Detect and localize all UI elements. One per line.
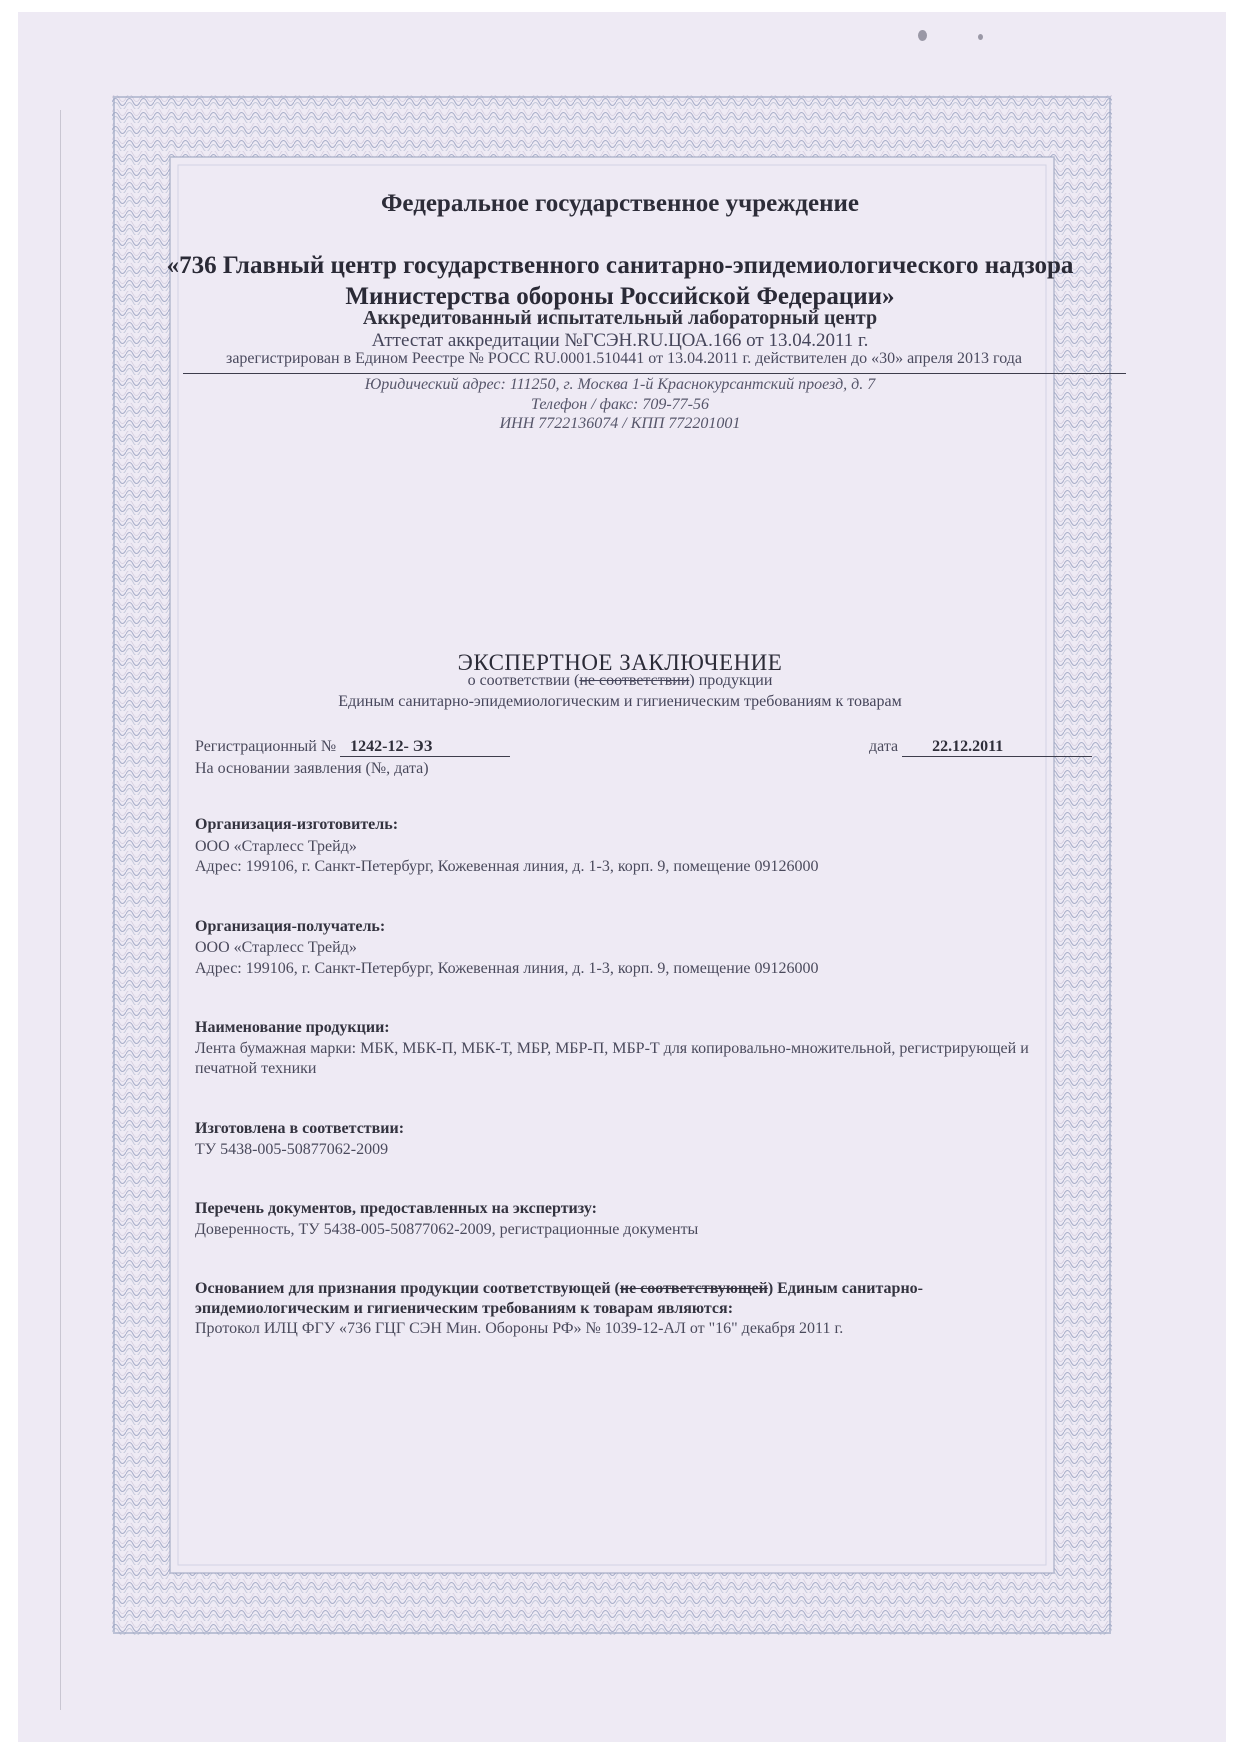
scan-speck <box>918 30 927 41</box>
manufacturer-label: Организация-изготовитель: <box>195 816 399 833</box>
basis-value: Протокол ИЛЦ ФГУ «736 ГЦГ СЭН Мин. Обороны РФ» № 1039-12-АЛ от "16" декабря 2011 г. <box>195 1320 844 1337</box>
product-label: Наименование продукции: <box>195 1019 390 1036</box>
product-line2: печатной техники <box>195 1060 317 1077</box>
basis-label-prefix: Основанием для признания продукции соответствующей ( <box>195 1280 620 1297</box>
subtitle-struck-text: не соответствии <box>579 672 690 689</box>
documents-label: Перечень документов, предоставленных на экспертизу: <box>195 1200 597 1217</box>
registration-number-label: Регистрационный № <box>195 738 337 755</box>
document-title: ЭКСПЕРТНОЕ ЗАКЛЮЧЕНИЕ <box>457 650 783 675</box>
manufacturer-address: Адрес: 199106, г. Санкт-Петербург, Кожевенная линия, д. 1-3, корп. 9, помещение 09126000 <box>195 858 819 875</box>
registration-date-value: 22.12.2011 <box>902 738 1092 757</box>
header-rule <box>183 373 1126 374</box>
basis-label <box>195 1280 923 1298</box>
manufacturer-name: ООО «Старлесс Трейд» <box>195 838 357 855</box>
basis-struck-text: не соответствующей <box>619 1280 768 1297</box>
scan-speck <box>978 34 983 40</box>
institution-name-line2: Министерства обороны Российской Федерации» <box>345 283 895 310</box>
application-basis: На основании заявления (№, дата) <box>195 760 429 777</box>
registration-date-label: дата <box>869 738 899 755</box>
product-line1: Лента бумажная марки: МБК, МБК-П, МБК-Т, МБР, МБР-П, МБР-Т для копировально-множительной, регистрирующей и <box>195 1040 1029 1057</box>
registration-number-value: 1242-12- ЭЗ <box>340 738 510 757</box>
documents-value: Доверенность, ТУ 5438-005-50877062-2009, регистрационные документы <box>195 1221 699 1238</box>
institution-name-line1: «736 Главный центр государственного санитарно-эпидемиологического надзора <box>166 252 1074 279</box>
subtitle-suffix: ) продукции <box>689 672 773 689</box>
recipient-name: ООО «Старлесс Трейд» <box>195 939 357 956</box>
recipient-address: Адрес: 199106, г. Санкт-Петербург, Кожевенная линия, д. 1-3, корп. 9, помещение 09126000 <box>195 960 819 977</box>
legal-address: Юридический адрес: 111250, г. Москва 1-й Краснокурсантский проезд, д. 7 <box>364 376 876 393</box>
document-subtitle <box>0 672 1240 690</box>
accreditation-certificate: Аттестат аккредитации №ГСЭН.RU.ЦОА.166 от 13.04.2011 г. <box>371 330 869 351</box>
manufactured-per-label: Изготовлена в соответствии: <box>195 1120 405 1137</box>
recipient-label: Организация-получатель: <box>195 918 386 935</box>
phone-fax: Телефон / факс: 709-77-56 <box>531 396 709 413</box>
inn-kpp: ИНН 7722136074 / КПП 772201001 <box>499 415 741 432</box>
subtitle-prefix: о соответствии ( <box>467 672 580 689</box>
basis-label-line2: эпидемиологическим и гигиеническим требованиям к товарам являются: <box>195 1300 734 1317</box>
lab-name: Аккредитованный испытательный лабораторный центр <box>362 307 878 329</box>
institution-type: Федеральное государственное учреждение <box>380 190 860 217</box>
registry-statement: зарегистрирован в Едином Реестре № РОСС RU.0001.510441 от 13.04.2011 г. действителен до «30» апреля 2013 года <box>226 350 1022 367</box>
manufactured-per-value: ТУ 5438-005-50877062-2009 <box>195 1141 389 1158</box>
basis-label-suffix: ) Единым санитарно- <box>767 1280 923 1297</box>
registration-date <box>869 738 1092 757</box>
document-subtitle-line2: Единым санитарно-эпидемиологическим и гигиеническим требованиям к товарам <box>338 693 902 710</box>
registration-number <box>195 738 510 757</box>
